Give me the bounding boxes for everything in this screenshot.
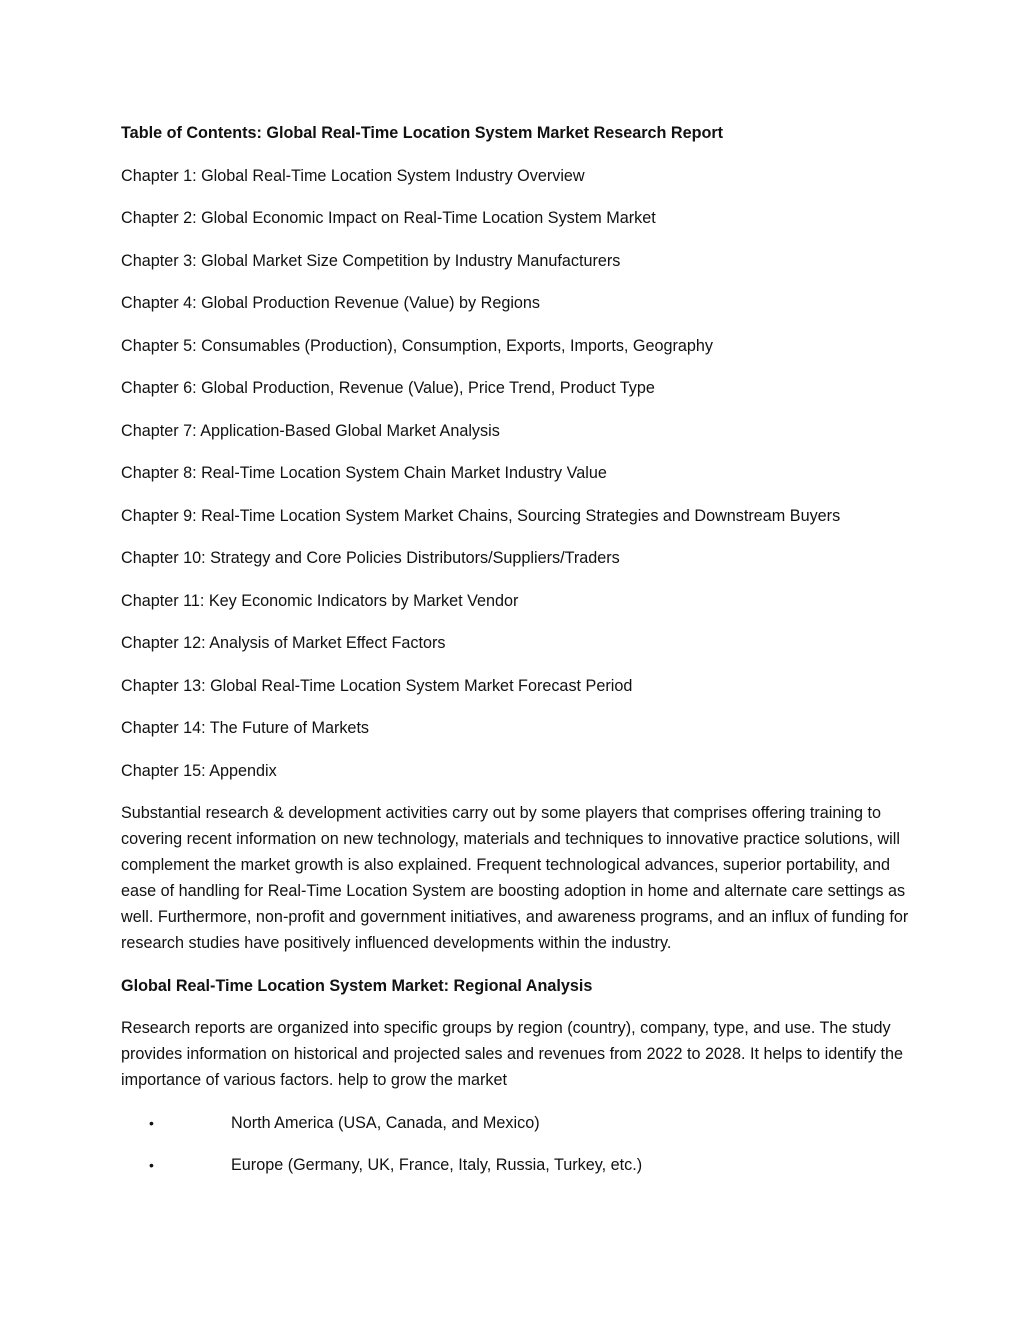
- region-item: [121, 1110, 911, 1136]
- chapter-item: Chapter 13: Global Real-Time Location System Market Forecast Period: [121, 676, 633, 695]
- bullet-icon: •: [149, 1114, 154, 1131]
- regional-paragraph: Research reports are organized into specific groups by region (country), company, type, and use. The study provides information on historical and projected sales and revenues from 2022 to 2028. It helps to identify the importance of various factors. help to grow the market: [121, 1019, 903, 1089]
- chapter-item: Chapter 7: Application-Based Global Market Analysis: [121, 421, 500, 440]
- chapter-item: Chapter 12: Analysis of Market Effect Factors: [121, 634, 446, 652]
- chapter-list: [121, 163, 911, 784]
- chapter-item: Chapter 8: Real-Time Location System Chain Market Industry Value: [121, 464, 607, 482]
- region-label: North America (USA, Canada, and Mexico): [231, 1113, 540, 1132]
- regional-heading: Global Real-Time Location System Market: Regional Analysis: [121, 976, 593, 995]
- region-list: [121, 1110, 911, 1179]
- region-label: Europe (Germany, UK, France, Italy, Russia, Turkey, etc.): [231, 1156, 643, 1174]
- toc-title: Table of Contents: Global Real-Time Location System Market Research Report: [121, 124, 724, 142]
- chapter-item: Chapter 14: The Future of Markets: [121, 719, 370, 737]
- bullet-icon: •: [149, 1157, 154, 1173]
- chapter-item: Chapter 4: Global Production Revenue (Value) by Regions: [121, 294, 541, 312]
- chapter-item: Chapter 11: Key Economic Indicators by Market Vendor: [121, 591, 519, 610]
- chapter-item: Chapter 1: Global Real-Time Location System Industry Overview: [121, 166, 585, 185]
- chapter-item: Chapter 10: Strategy and Core Policies Distributors/Suppliers/Traders: [121, 549, 620, 567]
- chapter-item: Chapter 2: Global Economic Impact on Real-Time Location System Market: [121, 209, 656, 227]
- chapter-item: Chapter 6: Global Production, Revenue (Value), Price Trend, Product Type: [121, 379, 655, 397]
- chapter-item: Chapter 3: Global Market Size Competition by Industry Manufacturers: [121, 251, 621, 270]
- region-item: [121, 1152, 911, 1178]
- chapter-item: Chapter 9: Real-Time Location System Market Chains, Sourcing Strategies and Downstream Buyers: [121, 506, 841, 525]
- chapter-item: Chapter 15: Appendix: [121, 761, 277, 780]
- research-paragraph: Substantial research & development activities carry out by some players that comprises offering training to covering recent information on new technology, materials and techniques to innovative practice solutions, will complement the market growth is also explained. Frequent technological advances, superior portability, and ease of handling for Real-Time Location System are boosting adoption in home and alternate care settings as well. Furthermore, non-profit and government initiatives, and awareness programs, and an influx of funding for research studies have positively influenced developments within the industry.: [121, 804, 909, 952]
- chapter-item: Chapter 5: Consumables (Production), Consumption, Exports, Imports, Geography: [121, 336, 714, 355]
- document-page: [121, 120, 911, 1195]
